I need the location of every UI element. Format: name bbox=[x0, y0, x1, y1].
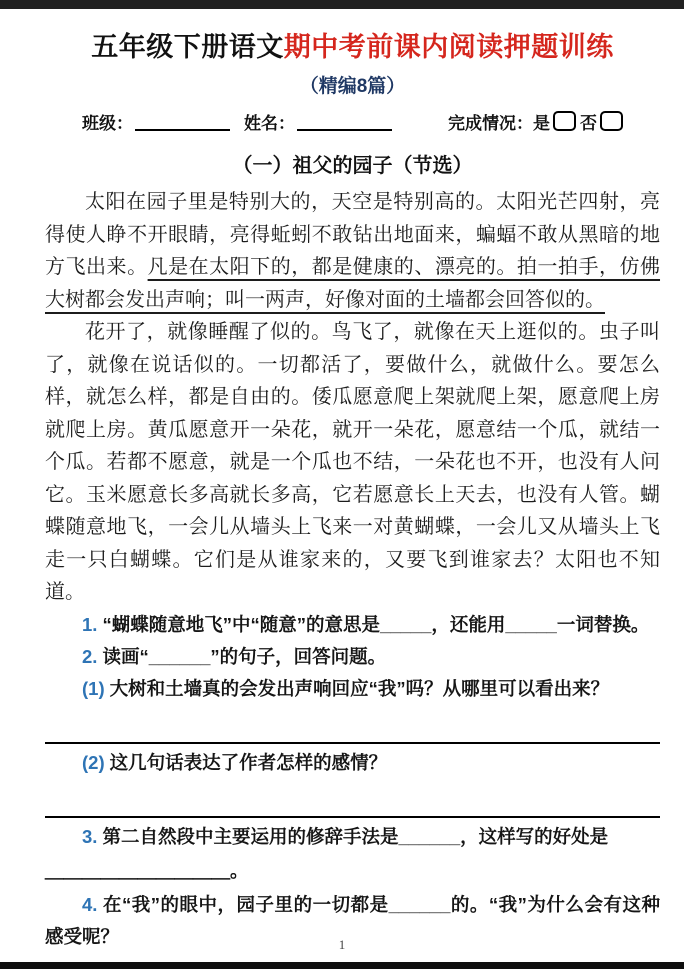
passage-paragraph-1 bbox=[45, 186, 660, 316]
name-label: 姓名： bbox=[244, 113, 295, 133]
question-3-continuation-blank: ＿＿＿＿＿＿＿＿＿＿。 bbox=[45, 859, 249, 881]
page-title-red-part: 期中考前课内阅读押题训练 bbox=[283, 32, 614, 62]
question-4-number: 4. bbox=[82, 893, 98, 915]
no-checkbox bbox=[600, 111, 623, 131]
class-label: 班级： bbox=[82, 113, 133, 133]
question-4-text: 在“我”的眼中，园子里的一切都是______的。“我”为什么会有这种感受呢？ bbox=[45, 893, 660, 947]
answer-blank-line bbox=[45, 705, 660, 744]
student-info-line bbox=[45, 107, 660, 135]
question-2-sub-1-text: 大树和土墙真的会发出声响回应“我”吗？从哪里可以看出来？ bbox=[109, 677, 610, 699]
question-3-number: 3. bbox=[82, 825, 98, 847]
question-2-sub-2-text: 这几句话表达了作者怎样的感情？ bbox=[109, 751, 388, 773]
question-2-sub-1-number: (1) bbox=[82, 677, 105, 699]
page-subtitle: （精编8篇） bbox=[299, 76, 406, 97]
question-3-text: 第二自然段中主要运用的修辞手法是______，这样写的好处是 bbox=[102, 825, 609, 847]
passage-p1-underlined-sentence: 凡是在太阳下的，都是健康的、漂亮的。拍一拍手，仿佛大树都会发出声响；叫一两声，好像对面的土墙都会回答似的。 bbox=[45, 256, 661, 311]
question-1 bbox=[45, 609, 660, 641]
name-blank-line bbox=[297, 128, 392, 131]
question-2-text: 读画“______”的句子，回答问题。 bbox=[102, 645, 387, 667]
page-title-black-part: 五年级下册语文 bbox=[91, 32, 284, 62]
question-3 bbox=[45, 821, 660, 853]
section-heading: （一）祖父的园子（节选） bbox=[232, 155, 473, 177]
page-title bbox=[45, 30, 660, 64]
question-1-text: “蝴蝶随意地飞”中“随意”的意思是_____，还能用_____一词替换。 bbox=[102, 613, 650, 635]
class-blank-line bbox=[135, 128, 230, 131]
page-number: 1 bbox=[338, 937, 346, 952]
question-2 bbox=[45, 641, 660, 673]
completion-status-label: 完成情况： bbox=[448, 113, 533, 133]
question-2-sub-2 bbox=[45, 747, 660, 779]
question-2-sub-2-number: (2) bbox=[82, 751, 105, 773]
scan-top-edge bbox=[0, 0, 684, 9]
yes-checkbox bbox=[553, 111, 576, 131]
passage-paragraph-2: 花开了，就像睡醒了似的。鸟飞了，就像在天上逛似的。虫子叫了，就像在说话似的。一切都活了，要做什么，就做什么。要怎么样，就怎么样，都是自由的。倭瓜愿意爬上架就爬上架，愿意爬上房就爬上房。黄瓜愿意开一朵花，就开一朵花，愿意结一个瓜，就结一个瓜。若都不愿意，就是一个瓜也不结，一朵花也不开，也没有人问它。玉米愿意长多高就长多高，它若愿意长上天去，也没有人管。蝴蝶随意地飞，一会儿从墙头上飞来一对黄蝴蝶，一会儿又从墙头上飞走一只白蝴蝶。它们是从谁家来的，又要飞到谁家去？太阳也不知道。 bbox=[45, 321, 660, 603]
question-2-number: 2. bbox=[82, 645, 98, 667]
question-1-number: 1. bbox=[82, 613, 98, 635]
answer-blank-line bbox=[45, 779, 660, 818]
yes-label: 是 bbox=[533, 113, 550, 133]
question-2-sub-1 bbox=[45, 673, 660, 705]
scan-bottom-edge bbox=[0, 962, 684, 969]
passage-p1-normal: 太阳在园子里是特别大的，天空是特别高的。太阳光芒四射，亮得使人睁不开眼睛，亮得蚯蚓不敢钻出地面来，蝙蝠不敢从黑暗的地方飞出来。 bbox=[45, 191, 660, 278]
no-label: 否 bbox=[580, 113, 597, 133]
